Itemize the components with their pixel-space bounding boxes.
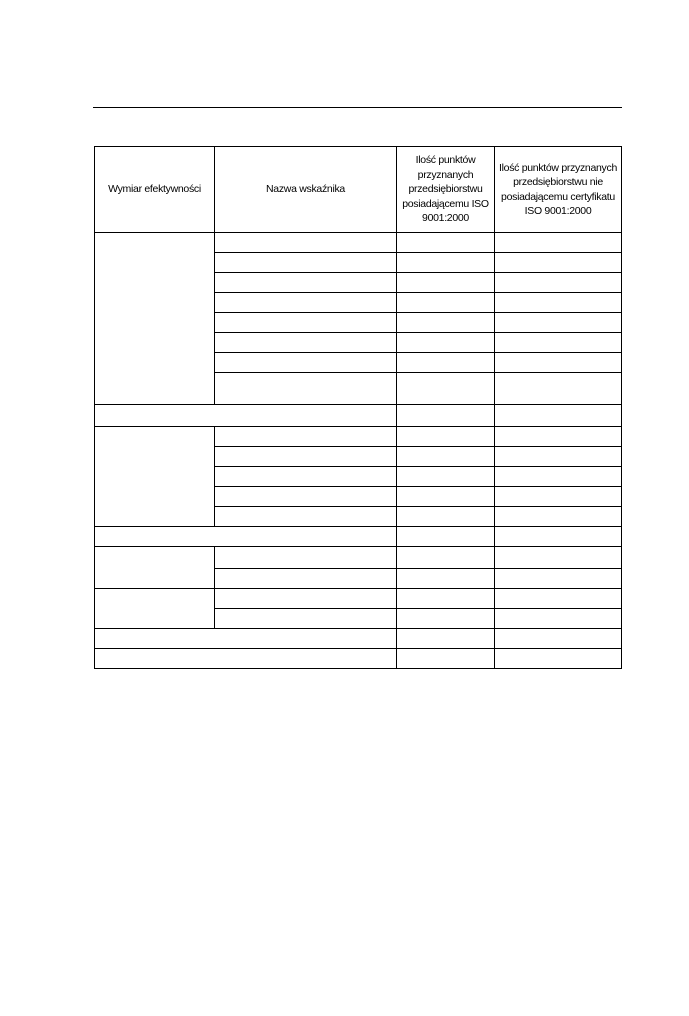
subtotal-label-cell — [95, 527, 397, 547]
indicator-cell — [215, 507, 397, 527]
points-no-iso-cell — [495, 589, 622, 609]
indicator-cell — [215, 293, 397, 313]
points-no-iso-cell — [495, 333, 622, 353]
dimension-cell — [95, 589, 215, 629]
indicator-cell — [215, 427, 397, 447]
subtotal-label-cell — [95, 405, 397, 427]
points-no-iso-cell — [495, 467, 622, 487]
points-iso-cell — [397, 253, 495, 273]
points-iso-cell — [397, 373, 495, 405]
points-iso-cell — [397, 589, 495, 609]
dimension-cell — [95, 233, 215, 405]
points-no-iso-cell — [495, 629, 622, 649]
subtotal-row — [95, 629, 622, 649]
points-no-iso-cell — [495, 507, 622, 527]
points-iso-cell — [397, 487, 495, 507]
points-iso-cell — [397, 427, 495, 447]
points-no-iso-cell — [495, 547, 622, 569]
table-header-row — [95, 147, 622, 233]
points-no-iso-cell — [495, 569, 622, 589]
points-iso-cell — [397, 609, 495, 629]
points-table — [94, 146, 622, 669]
points-no-iso-cell — [495, 427, 622, 447]
subtotal-label-cell — [95, 629, 397, 649]
dimension-cell — [95, 427, 215, 527]
points-iso-cell — [397, 507, 495, 527]
table-row — [95, 589, 622, 609]
indicator-cell — [215, 233, 397, 253]
total-label-cell — [95, 649, 397, 669]
header-points-no-iso: Ilość punktów przyznanych przedsiębiorstwu nie posiadającemu certyfikatu ISO 9001:2000 — [495, 147, 622, 233]
header-indicator-name: Nazwa wskaźnika — [215, 147, 397, 233]
header-rule — [93, 107, 622, 108]
points-iso-cell — [397, 353, 495, 373]
indicator-cell — [215, 547, 397, 569]
points-iso-cell — [397, 313, 495, 333]
points-no-iso-cell — [495, 313, 622, 333]
points-no-iso-cell — [495, 609, 622, 629]
indicator-cell — [215, 333, 397, 353]
table-row — [95, 233, 622, 253]
indicator-cell — [215, 589, 397, 609]
points-no-iso-cell — [495, 527, 622, 547]
points-iso-cell — [397, 629, 495, 649]
subtotal-row — [95, 405, 622, 427]
indicator-cell — [215, 353, 397, 373]
indicator-cell — [215, 253, 397, 273]
indicator-cell — [215, 273, 397, 293]
indicator-cell — [215, 487, 397, 507]
indicator-cell — [215, 569, 397, 589]
points-iso-cell — [397, 333, 495, 353]
points-iso-cell — [397, 293, 495, 313]
points-no-iso-cell — [495, 353, 622, 373]
table-row — [95, 427, 622, 447]
points-no-iso-cell — [495, 405, 622, 427]
points-iso-cell — [397, 527, 495, 547]
dimension-cell — [95, 547, 215, 589]
points-iso-cell — [397, 233, 495, 253]
indicator-cell — [215, 609, 397, 629]
points-no-iso-cell — [495, 373, 622, 405]
points-no-iso-cell — [495, 447, 622, 467]
table-row — [95, 547, 622, 569]
indicator-cell — [215, 313, 397, 333]
points-iso-cell — [397, 649, 495, 669]
header-dimension: Wymiar efektywności — [95, 147, 215, 233]
indicator-cell — [215, 467, 397, 487]
points-no-iso-cell — [495, 487, 622, 507]
indicator-cell — [215, 373, 397, 405]
points-iso-cell — [397, 569, 495, 589]
points-iso-cell — [397, 447, 495, 467]
subtotal-row — [95, 527, 622, 547]
points-no-iso-cell — [495, 233, 622, 253]
points-iso-cell — [397, 547, 495, 569]
indicator-cell — [215, 447, 397, 467]
points-no-iso-cell — [495, 649, 622, 669]
points-iso-cell — [397, 273, 495, 293]
header-points-iso: Ilość punktów przyznanych przedsiębiorstwu posiadającemu ISO 9001:2000 — [397, 147, 495, 233]
total-row — [95, 649, 622, 669]
points-iso-cell — [397, 467, 495, 487]
points-no-iso-cell — [495, 273, 622, 293]
points-no-iso-cell — [495, 253, 622, 273]
points-iso-cell — [397, 405, 495, 427]
points-no-iso-cell — [495, 293, 622, 313]
